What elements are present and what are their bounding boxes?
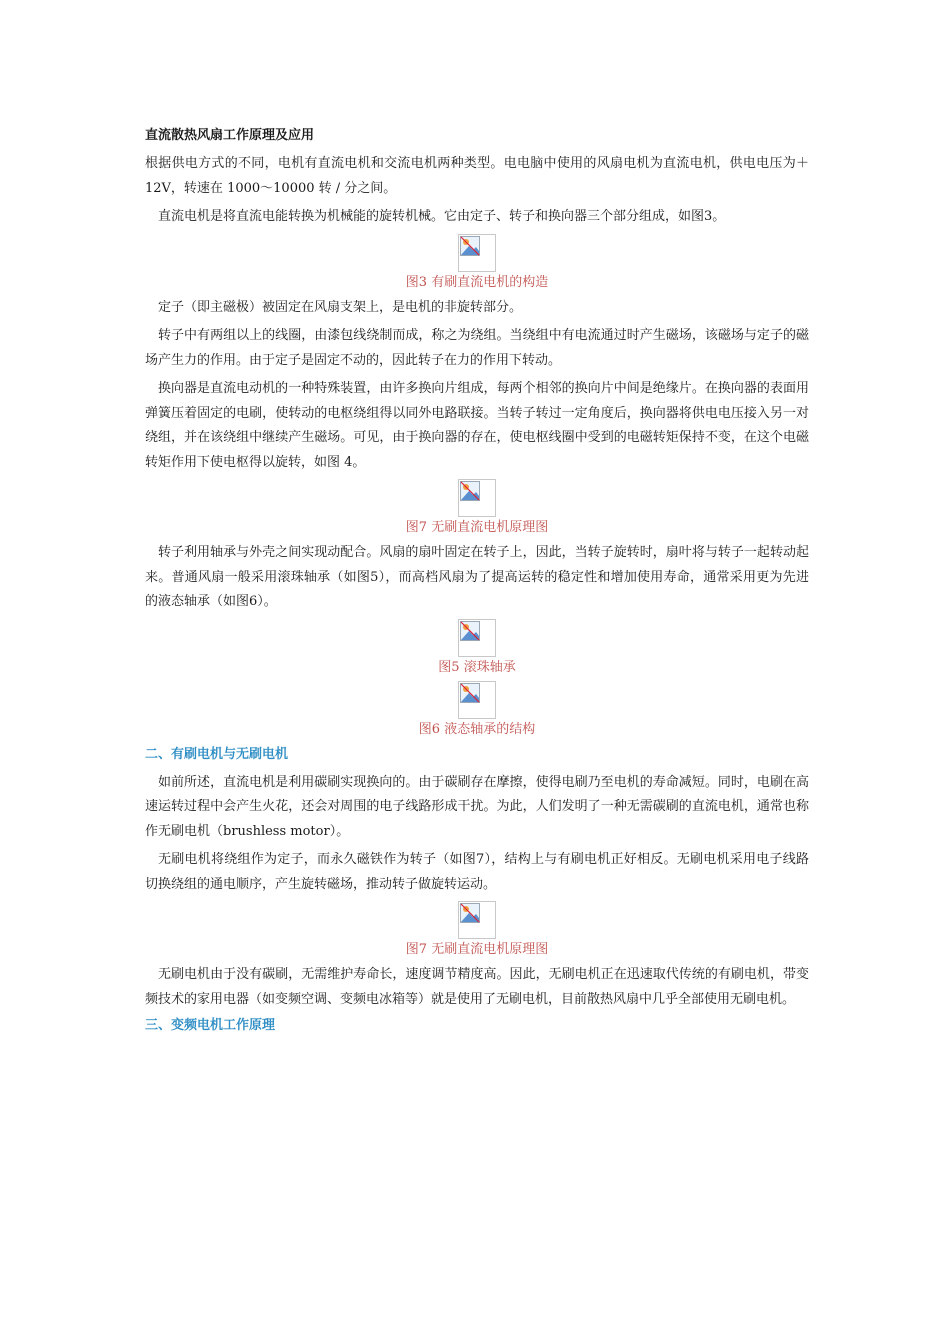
paragraph: 直流电机是将直流电能转换为机械能的旋转机械。它由定子、转子和换向器三个部分组成，如图3。: [158, 209, 726, 224]
broken-image-icon: [458, 681, 496, 719]
broken-image-icon: [458, 901, 496, 939]
paragraph: 换向器是直流电动机的一种特殊装置，由许多换向片组成，每两个相邻的换向片中间是绝缘片。在换向器的表面用弹簧压着固定的电刷，使转动的电枢绕组得以同外电路联接。当转子转过一定角度后，换向器将供电电压接入另一对绕组，并在该绕组中继续产生磁场。可见，由于换向器的存在，使电枢线圈中受到的电磁转矩保持不变，在这个电磁转矩作用下使电枢得以旋转，如图 4。: [145, 381, 809, 470]
figure-caption: 图7 无刷直流电机原理图: [405, 520, 549, 535]
figure: [145, 479, 809, 517]
paragraph: 无刷电机将绕组作为定子，而永久磁铁作为转子（如图7），结构上与有刷电机正好相反。无刷电机采用电子线路切换绕组的通电顺序，产生旋转磁场，推动转子做旋转运动。: [145, 852, 809, 892]
broken-image-icon: [458, 619, 496, 657]
figure-caption: 图3 有刷直流电机的构造: [405, 274, 549, 290]
section-heading: 三、变频电机工作原理: [145, 1018, 276, 1033]
figure-caption: 图6 液态轴承的结构: [418, 721, 536, 737]
figure-caption: 图7 无刷直流电机原理图: [405, 942, 549, 957]
section-heading: 二、有刷电机与无刷电机: [145, 746, 289, 762]
paragraph: 定子（即主磁极）被固定在风扇支架上，是电机的非旋转部分。: [158, 299, 523, 315]
figure: [145, 681, 809, 719]
paragraph: 根据供电方式的不同，电机有直流电机和交流电机两种类型。电电脑中使用的风扇电机为直流电机，供电电压为＋12V，转速在 1000～10000 转 / 分之间。: [145, 156, 809, 196]
figure: [145, 901, 809, 939]
paragraph: 如前所述，直流电机是利用碳刷实现换向的。由于碳刷存在摩擦，使得电刷乃至电机的寿命减短。同时，电刷在高速运转过程中会产生火花，还会对周围的电子线路形成干扰。为此，人们发明了一种无需碳刷的直流电机，通常也称作无刷电机（brushless motor）。: [145, 774, 809, 839]
document-body: [145, 126, 809, 1042]
figure: [145, 234, 809, 272]
paragraph: 无刷电机由于没有碳刷，无需维护寿命长，速度调节精度高。因此，无刷电机正在迅速取代传统的有刷电机，带变频技术的家用电器（如变频空调、变频电冰箱等）就是使用了无刷电机，目前散热风扇中几乎全部使用无刷电机。: [145, 967, 809, 1007]
document-title: 直流散热风扇工作原理及应用: [145, 128, 315, 143]
figure-caption: 图5 滚珠轴承: [438, 659, 516, 675]
broken-image-icon: [458, 479, 496, 517]
broken-image-icon: [458, 234, 496, 272]
paragraph: 转子利用轴承与外壳之间实现动配合。风扇的扇叶固定在转子上，因此，当转子旋转时，扇叶将与转子一起转动起来。普通风扇一般采用滚珠轴承（如图5），而高档风扇为了提高运转的稳定性和增加使用寿命，通常采用更为先进的液态轴承（如图6）。: [145, 545, 809, 609]
paragraph: 转子中有两组以上的线圈，由漆包线绕制而成，称之为绕组。当绕组中有电流通过时产生磁场，该磁场与定子的磁场产生力的作用。由于定子是固定不动的，因此转子在力的作用下转动。: [145, 328, 809, 368]
figure: [145, 619, 809, 657]
